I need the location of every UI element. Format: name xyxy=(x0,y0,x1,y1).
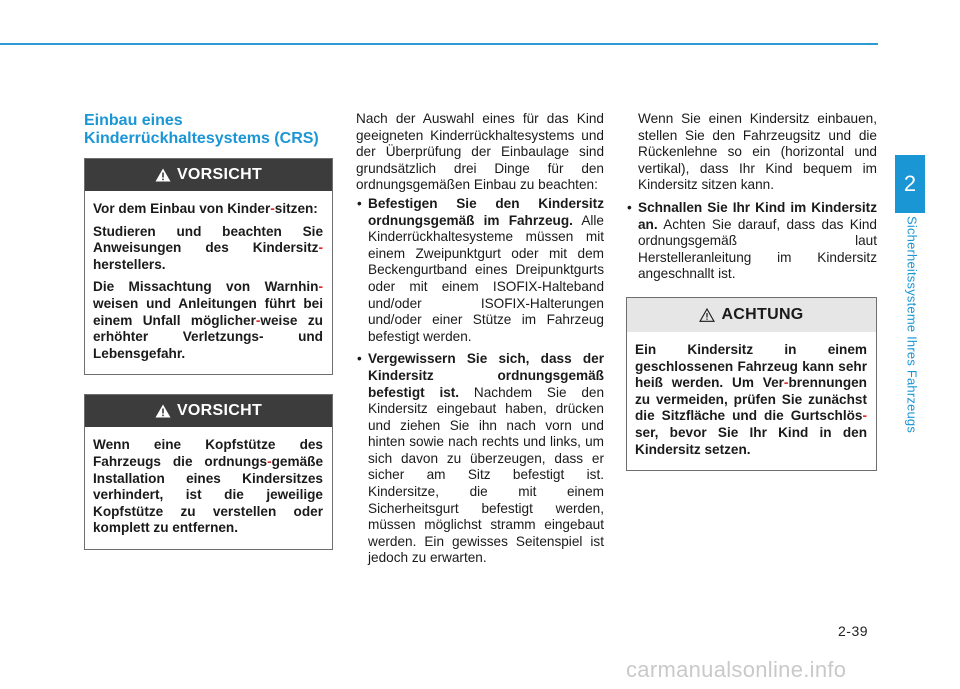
caution-paragraph xyxy=(93,224,323,274)
caution-label: VORSICHT xyxy=(176,402,263,420)
hyphen: - xyxy=(783,375,789,391)
bullet-lead: Vergewissern Sie sich, dass der Kindersitz ordnungsgemäß befestigt ist. xyxy=(368,351,604,400)
hyphen: - xyxy=(267,453,272,469)
chapter-title: Sicherheitssysteme Ihres Fahrzeugs xyxy=(904,216,920,434)
caution-box-3 xyxy=(626,297,877,471)
hyphen: - xyxy=(318,279,323,295)
bullet-list xyxy=(356,196,604,567)
hyphen: - xyxy=(255,312,261,328)
caution-body xyxy=(627,332,876,470)
caution-header xyxy=(85,159,332,191)
bullet-lead: Befestigen Sie den Kindersitz ordnungsgemäß im Fahrzeug. xyxy=(368,195,604,228)
caution-label: ACHTUNG xyxy=(721,305,804,323)
caution-body xyxy=(85,191,332,374)
text: Studieren und beachten Sie Anweisungen des Kindersitz xyxy=(93,223,323,256)
list-item xyxy=(356,351,604,567)
text: Die Missachtung von Warnhin xyxy=(93,279,319,295)
warning-triangle-icon xyxy=(155,404,171,418)
intro-paragraph: Wenn Sie einen Kindersitz einbauen, stellen Sie den Fahrzeugsitz und die Rückenlehne so ein (horizontal und vertikal), dass Ihr Kind bequem im Kindersitz sitzen kann. xyxy=(638,111,877,193)
text: sitzen: xyxy=(274,201,318,216)
caution-body xyxy=(85,427,332,549)
text: herstellers. xyxy=(93,256,166,272)
caution-box-1 xyxy=(84,158,333,375)
text: weise zu erhöhter Verletzungs- und Lebensgefahr. xyxy=(93,312,323,361)
caution-paragraph xyxy=(635,342,867,458)
page-number: 2-39 xyxy=(838,623,869,639)
bullet-text: Nachdem Sie den Kindersitz eingebaut haben, drücken und ziehen Sie ihn nach vorn und hinten sowie nach rechts und links, um sich davon zu überzeugen, dass er sicher am Sitz befestigt ist. Kindersitze, die mit einem Sicherheitsgurt befestigt werden, müssen möglichst stramm eingebaut werden. Ein gewisses Seitenspiel ist jedoch zu erwarten. xyxy=(368,384,605,566)
left-column xyxy=(84,112,333,569)
caution-paragraph xyxy=(93,201,323,218)
bullet-lead: Schnallen Sie Ihr Kind im Kindersitz an. xyxy=(638,199,877,232)
text: Wenn eine Kopfstütze des Fahrzeugs die ordnungs xyxy=(93,437,323,469)
text: Ein Kindersitz in einem geschlossenen Fahrzeug kann sehr heiß werden. Um Ver xyxy=(635,341,867,391)
warning-triangle-icon xyxy=(699,308,715,322)
text: gemäße Installation eines Kindersitzes verhindert, ist die jeweilige Kopfstütze zu verstellen oder komplett zu entfernen. xyxy=(93,453,323,536)
bullet-list xyxy=(626,200,877,283)
right-column xyxy=(626,111,877,490)
caution-header xyxy=(85,395,332,427)
text: weisen und Anleitungen führt bei einem Unfall möglicher xyxy=(93,295,323,328)
header-rule xyxy=(0,43,878,45)
text: ser, bevor Sie Ihr Kind in den Kindersitz setzen. xyxy=(635,424,867,457)
section-heading: Einbau eines Kinderrückhaltesystems (CRS) xyxy=(84,112,319,147)
warning-triangle-icon xyxy=(155,168,171,182)
caution-header xyxy=(627,298,876,332)
text: brennungen zu vermeiden, prüfen Sie zunächst die Sitzfläche und die Gurtschlös xyxy=(635,375,867,424)
hyphen: - xyxy=(862,408,867,424)
caution-box-2 xyxy=(84,394,333,550)
list-item xyxy=(356,196,604,345)
chapter-tab: 2 xyxy=(895,155,925,213)
caution-paragraph xyxy=(93,437,323,537)
bullet-text: Alle Kinderrückhaltesysteme müssen mit einem Zweipunktgurt oder mit dem Beckengurtband eines Dreipunktgurts oder mit einem ISOFIX-Halteband und/oder ISOFIX-Halterungen und/oder einer Stütze im Fahrzeug befestigt werden. xyxy=(368,212,604,344)
hyphen: - xyxy=(318,240,323,256)
intro-paragraph: Nach der Auswahl eines für das Kind geeigneten Kinderrückhaltesystems und der Überprüfung der Einbaulage sind grundsätzlich drei Dinge für den ordnungsgemäßen Einbau zu beachten: xyxy=(356,111,604,193)
watermark: carmanualsonline.info xyxy=(626,657,847,682)
bullet-text: Achten Sie darauf, dass das Kind ordnungsgemäß laut Herstelleranleitung im Kindersitz angeschnallt ist. xyxy=(638,216,877,282)
text: Vor dem Einbau von Kinder xyxy=(93,201,271,216)
list-item xyxy=(626,200,877,283)
hyphen: - xyxy=(270,201,275,216)
caution-label: VORSICHT xyxy=(176,165,263,183)
middle-column xyxy=(356,111,604,573)
caution-paragraph xyxy=(93,279,323,362)
